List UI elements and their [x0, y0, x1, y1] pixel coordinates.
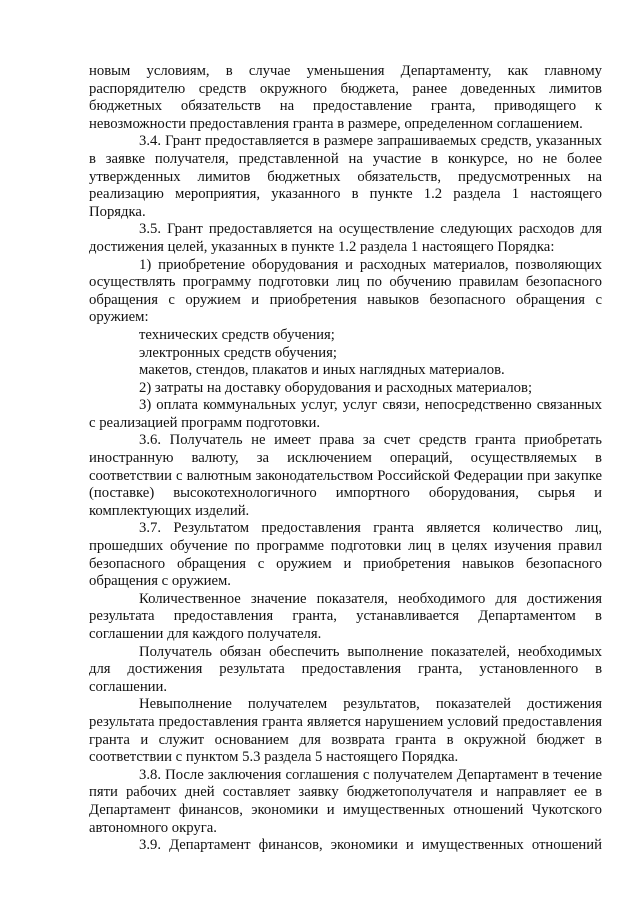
sub-item-electronic-means: электронных средств обучения; [139, 344, 337, 361]
list-item-3: 3) оплата коммунальных услуг, услуг связи, непосредственно связанных с реализацией программ подготовки. [89, 397, 602, 431]
sub-item-models-stands: макетов, стендов, плакатов и иных наглядных материалов. [139, 362, 505, 379]
document-page [89, 63, 602, 855]
paragraph-indicator-value: Количественное значение показателя, необходимого для достижения результата предоставления гранта, устанавливается Департаментом в соглашении для каждого получателя. [89, 590, 602, 642]
paragraph-3-9: 3.9. Департамент финансов, экономики и имущественных отношений [139, 837, 602, 854]
paragraph-recipient-obligation: Получатель обязан обеспечить выполнение показателей, необходимых для достижения результата предоставления гранта, установленного в соглашении. [89, 643, 602, 695]
paragraph-3-5: 3.5. Грант предоставляется на осуществление следующих расходов для достижения целей, указанных в пункте 1.2 раздела 1 настоящего Порядка: [89, 221, 602, 255]
list-item-2: 2) затраты на доставку оборудования и расходных материалов; [139, 379, 533, 396]
paragraph-3-8: 3.8. После заключения соглашения с получателем Департамент в течение пяти рабочих дней составляет заявку бюджетополучателя и направляет ее в Департамент финансов, экономики и имущественных отношений Чукотского автономного округа. [89, 766, 602, 836]
paragraph-3-4: 3.4. Грант предоставляется в размере запрашиваемых средств, указанных в заявке получателя, представленной на участие в конкурсе, но не более утвержденных лимитов бюджетных обязательств, предусмотренных на реализацию мероприятия, указанного в пункте 1.2 раздела 1 настоящего Порядка. [89, 133, 602, 220]
paragraph-3-7: 3.7. Результатом предоставления гранта является количество лиц, прошедших обучение по программе подготовки лиц в целях изучения правил безопасного обращения с оружием и приобретения навыков безопасного обращения с оружием. [89, 520, 602, 590]
paragraph-continuation: новым условиям, в случае уменьшения Департаменту, как главному распорядителю средств окружного бюджета, ранее доведенных лимитов бюджетных обязательств на предоставление гранта, приводящего к невозможности предоставления гранта в размере, определенном соглашением. [89, 63, 602, 132]
sub-item-technical-means: технических средств обучения; [139, 326, 335, 343]
paragraph-non-fulfillment: Невыполнение получателем результатов, показателей достижения результата предоставления гранта является нарушением условий предоставления гранта и служит основанием для возврата гранта в окружной бюджет в соответствии с пунктом 5.3 раздела 5 настоящего Порядка. [89, 696, 602, 766]
paragraph-3-6: 3.6. Получатель не имеет права за счет средств гранта приобретать иностранную валюту, за исключением операций, осуществляемых в соответствии с валютным законодательством Российской Федерации при закупке (поставке) высокотехнологичного импортного оборудования, сырья и комплектующих изделий. [89, 432, 602, 519]
list-item-1: 1) приобретение оборудования и расходных материалов, позволяющих осуществлять программу подготовки лиц по обучению правилам безопасного обращения с оружием и приобретения навыков безопасного обращения с оружием: [89, 256, 602, 326]
